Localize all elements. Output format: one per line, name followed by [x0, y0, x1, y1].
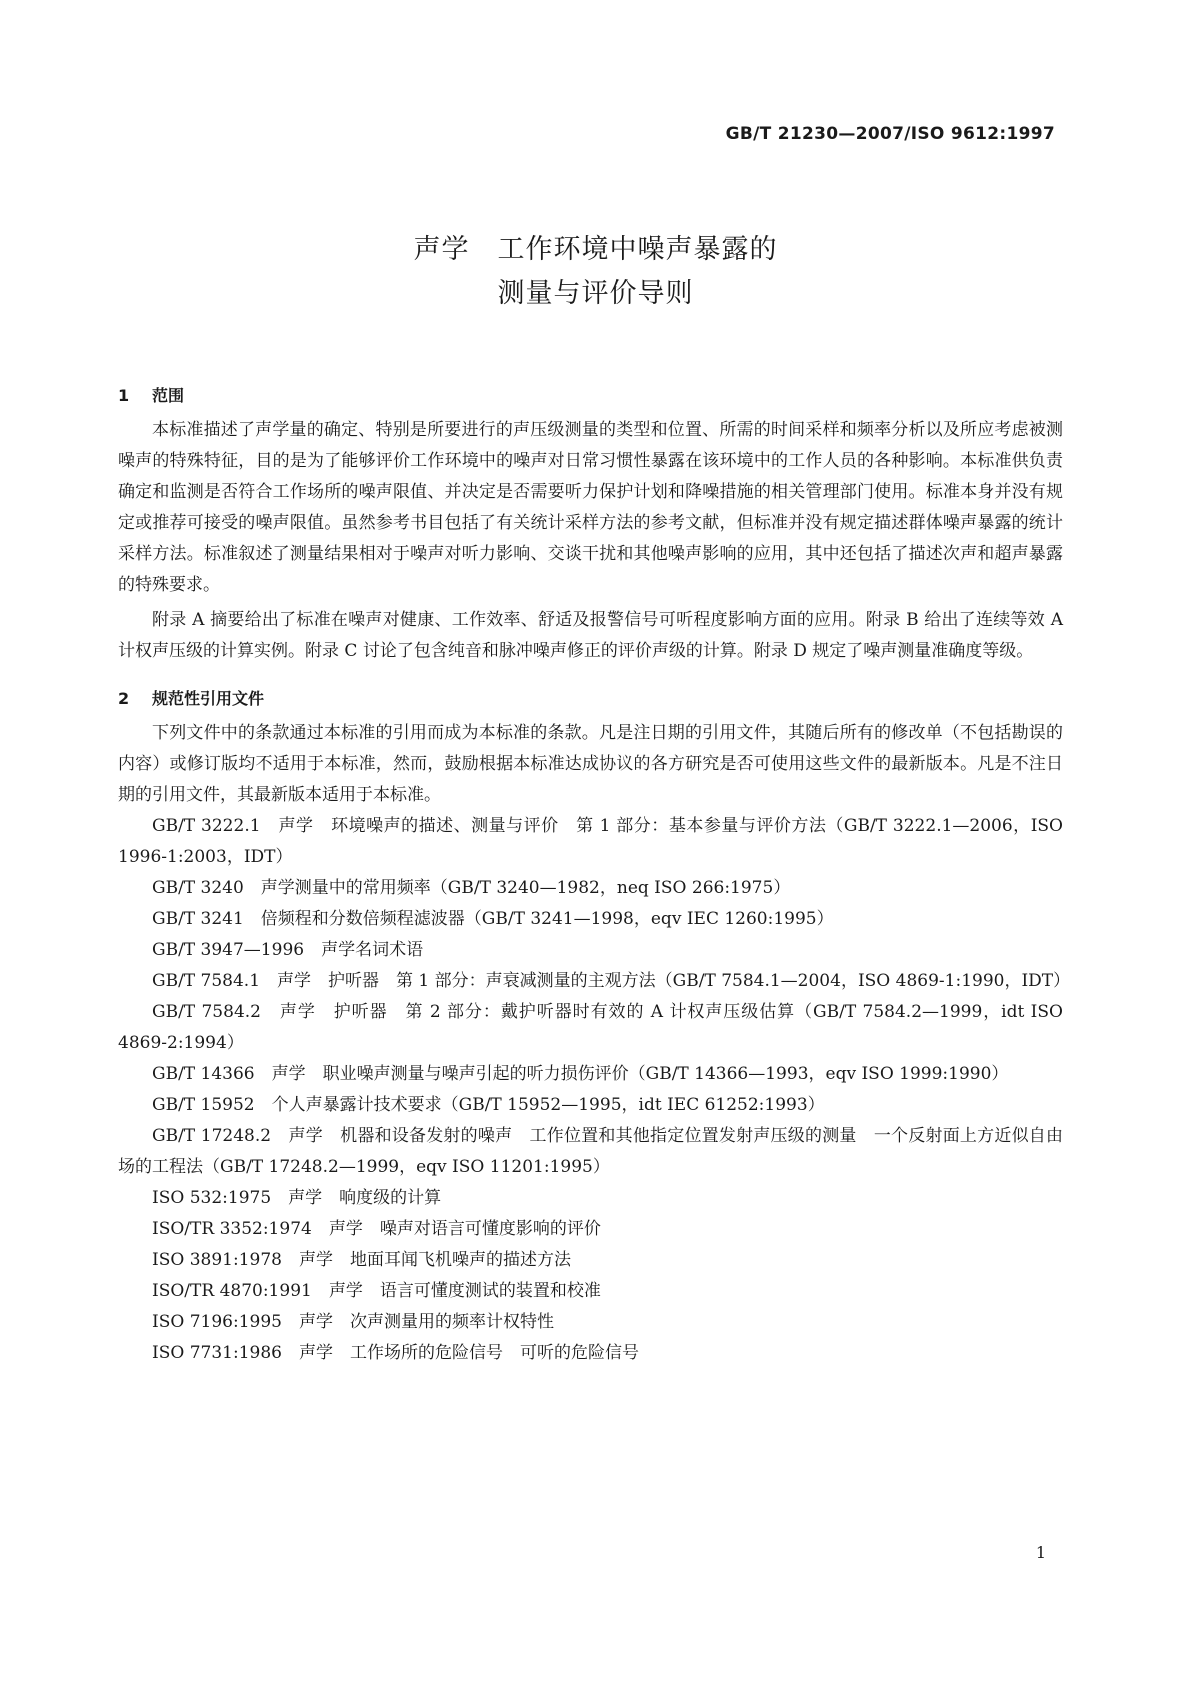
reference-item: ISO 532:1975 声学 响度级的计算 — [152, 1188, 442, 1208]
document-title — [0, 228, 1191, 316]
title-line-2: 测量与评价导则 — [497, 278, 694, 309]
reference-item: ISO 7731:1986 声学 工作场所的危险信号 可听的危险信号 — [152, 1343, 639, 1363]
reference-item: ISO 3891:1978 声学 地面耳闻飞机噪声的描述方法 — [152, 1250, 571, 1270]
section-1-paragraph-2: 附录 A 摘要给出了标准在噪声对健康、工作效率、舒适及报警信号可听程度影响方面的应用。附录 B 给出了连续等效 A 计权声压级的计算实例。附录 C 讨论了包含纯音和脉冲噪声修正的评价声级的计算。附录 D 规定了噪声测量准确度等级。 — [118, 610, 1063, 661]
reference-item: GB/T 17248.2 声学 机器和设备发射的噪声 工作位置和其他指定位置发射声压级的测量 一个反射面上方近似自由场的工程法（GB/T 17248.2—1999，eqv ISO 11201:1995） — [118, 1126, 1063, 1177]
section-1-number: 1 — [118, 386, 130, 405]
section-2-number: 2 — [118, 689, 130, 708]
reference-item: GB/T 7584.1 声学 护听器 第 1 部分：声衰减测量的主观方法（GB/T 7584.1—2004，ISO 4869-1:1990，IDT） — [152, 971, 1071, 991]
reference-item: GB/T 3947—1996 声学名词术语 — [152, 940, 424, 960]
reference-item: GB/T 15952 个人声暴露计技术要求（GB/T 15952—1995，idt IEC 61252:1993） — [152, 1095, 825, 1115]
page-number: 1 — [1035, 1543, 1046, 1562]
standard-number: GB/T 21230—2007/ISO 9612:1997 — [725, 124, 1055, 144]
title-line-1: 声学 工作环境中噪声暴露的 — [413, 234, 778, 265]
reference-item: GB/T 14366 声学 职业噪声测量与噪声引起的听力损伤评价（GB/T 14366—1993，eqv ISO 1999:1990） — [152, 1064, 1009, 1084]
reference-item: GB/T 3222.1 声学 环境噪声的描述、测量与评价 第 1 部分：基本参量与评价方法（GB/T 3222.1—2006，ISO 1996-1:2003，IDT） — [118, 816, 1063, 867]
reference-item: GB/T 3240 声学测量中的常用频率（GB/T 3240—1982，neq ISO 266:1975） — [152, 878, 791, 898]
reference-item: ISO/TR 3352:1974 声学 噪声对语言可懂度影响的评价 — [152, 1219, 601, 1239]
section-1-title: 范围 — [152, 386, 185, 405]
reference-item: GB/T 7584.2 声学 护听器 第 2 部分：戴护听器时有效的 A 计权声压级估算（GB/T 7584.2—1999，idt ISO 4869-2:1994） — [118, 1002, 1063, 1053]
section-spacer — [118, 667, 1063, 683]
section-2-intro: 下列文件中的条款通过本标准的引用而成为本标准的条款。凡是注日期的引用文件，其随后所有的修改单（不包括勘误的内容）或修订版均不适用于本标准，然而，鼓励根据本标准达成协议的各方研究是否可使用这些文件的最新版本。凡是不注日期的引用文件，其最新版本适用于本标准。 — [118, 723, 1063, 805]
reference-list — [118, 811, 1071, 1369]
section-2-title: 规范性引用文件 — [152, 689, 265, 708]
document-body — [118, 380, 1071, 1369]
section-1-heading — [118, 380, 1063, 411]
reference-item: ISO/TR 4870:1991 声学 语言可懂度测试的装置和校准 — [152, 1281, 601, 1301]
reference-item: GB/T 3241 倍频程和分数倍频程滤波器（GB/T 3241—1998，eqv IEC 1260:1995） — [152, 909, 834, 929]
section-2-heading — [118, 683, 1063, 714]
section-1-paragraph-1: 本标准描述了声学量的确定、特别是所要进行的声压级测量的类型和位置、所需的时间采样和频率分析以及所应考虑被测噪声的特殊特征，目的是为了能够评价工作环境中的噪声对日常习惯性暴露在该环境中的工作人员的各种影响。本标准供负责确定和监测是否符合工作场所的噪声限值、并决定是否需要听力保护计划和降噪措施的相关管理部门使用。标准本身并没有规定或推荐可接受的噪声限值。虽然参考书目包括了有关统计采样方法的参考文献，但标准并没有规定描述群体噪声暴露的统计采样方法。标准叙述了测量结果相对于噪声对听力影响、交谈干扰和其他噪声影响的应用，其中还包括了描述次声和超声暴露的特殊要求。 — [118, 420, 1063, 595]
reference-item: ISO 7196:1995 声学 次声测量用的频率计权特性 — [152, 1312, 554, 1332]
